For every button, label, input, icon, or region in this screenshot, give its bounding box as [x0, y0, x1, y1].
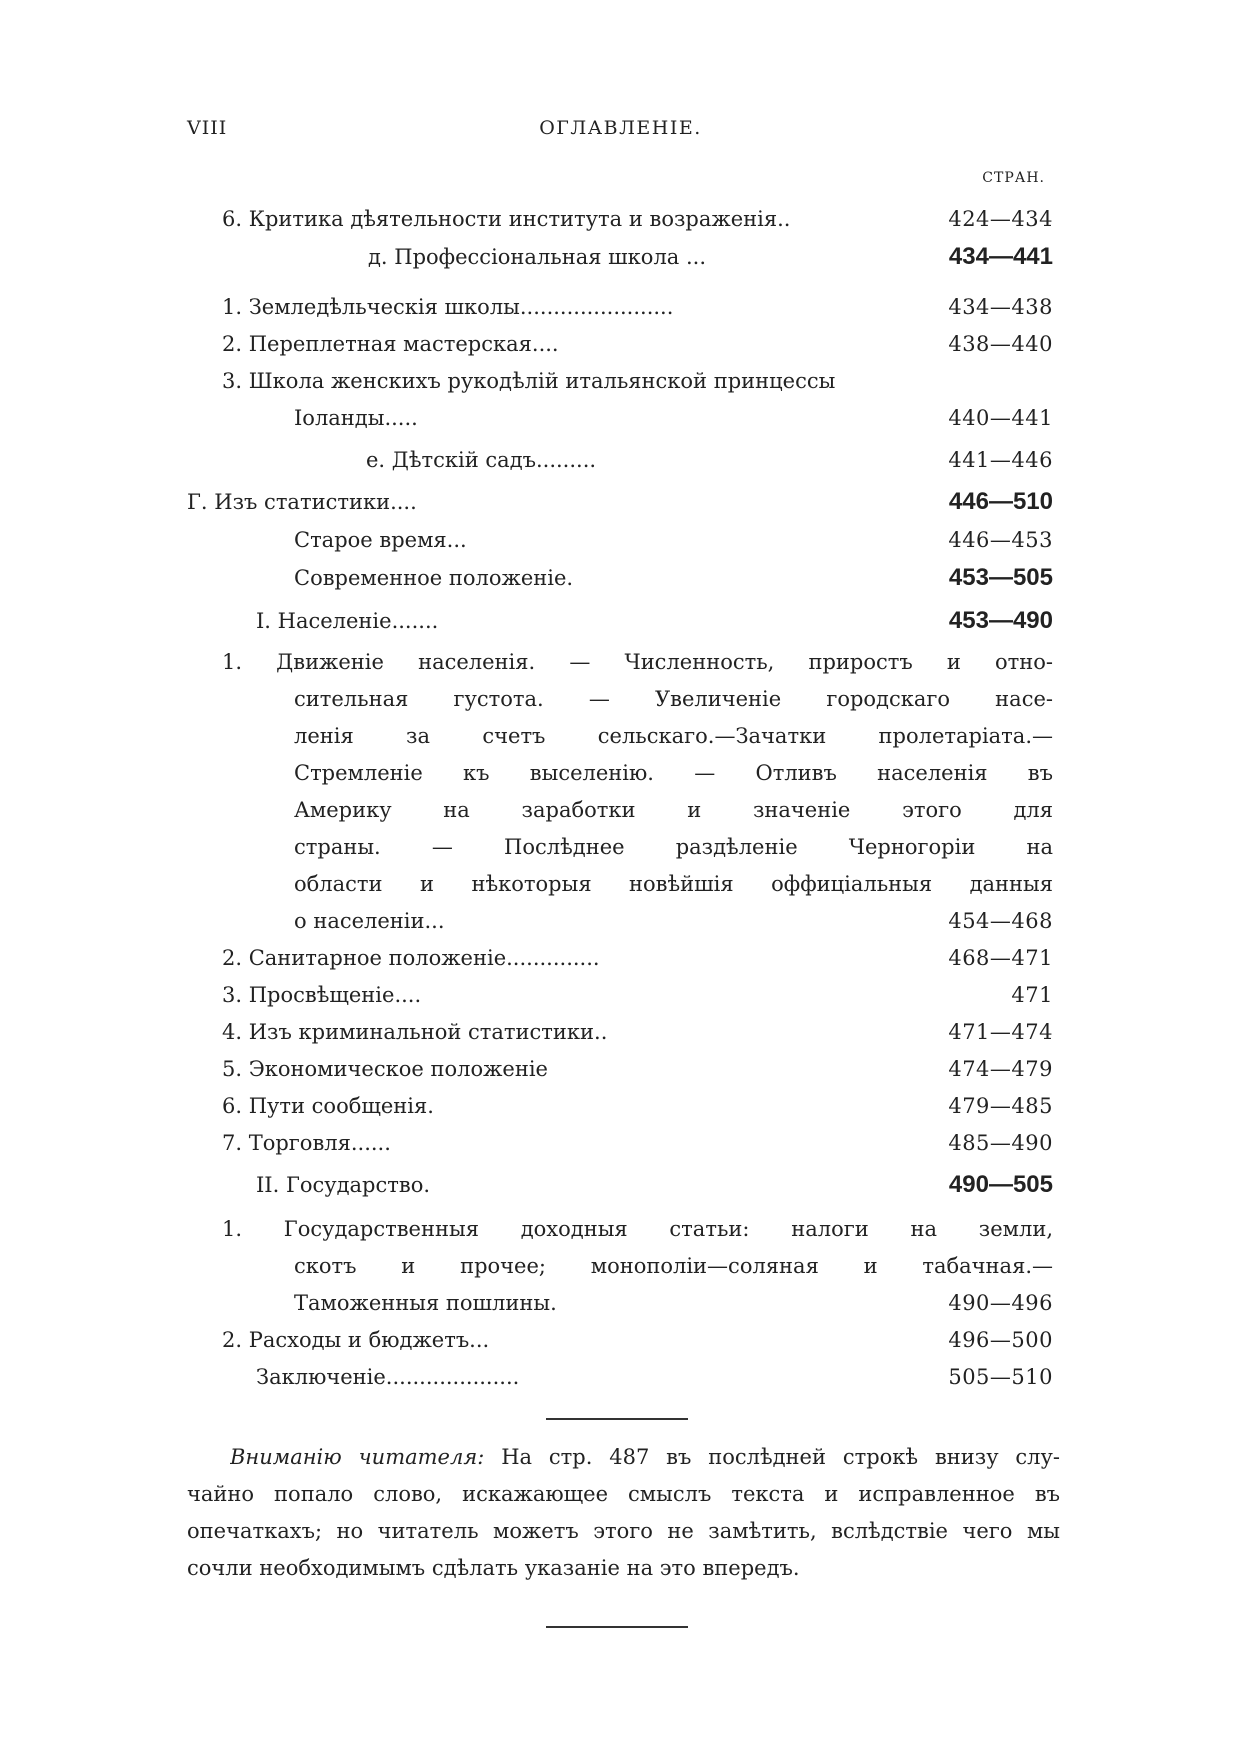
- section-divider: [546, 1626, 688, 1628]
- toc-entry: Таможенныя пошлины. 490—496: [294, 1291, 1053, 1315]
- toc-description-line: ленія за счетъ сельскаго.—Зачатки пролетаріата.—: [294, 724, 1053, 748]
- toc-description-line: 1. Движеніе населенія. — Численность, приростъ и отно-: [222, 650, 1053, 674]
- toc-entry: д. Профессіональная школа ... 434—441: [368, 243, 1053, 270]
- toc-entry: II. Государство. 490—505: [256, 1171, 1053, 1198]
- note-line: опечаткахъ; но читатель можетъ этого не замѣтить, вслѣдствіе чего мы: [187, 1519, 1060, 1543]
- toc-entry: I. Населеніе....... 453—490: [256, 607, 1053, 634]
- toc-entry: 7. Торговля...... 485—490: [222, 1131, 1053, 1155]
- toc-entry: о населеніи... 454—468: [294, 909, 1053, 933]
- toc-entry: 2. Санитарное положеніе.............. 468—471: [222, 946, 1053, 970]
- toc-description-line: скотъ и прочее; монополіи—соляная и табачная.—: [294, 1254, 1053, 1278]
- toc-entry: Старое время... 446—453: [294, 528, 1053, 552]
- column-header-pages: СТРАН.: [982, 170, 1045, 186]
- toc-entry: 6. Критика дѣятельности института и возраженія.. 424—434: [222, 207, 1053, 231]
- note-line: чайно попало слово, искажающее смыслъ текста и исправленное въ: [187, 1482, 1060, 1506]
- toc-entry: 2. Переплетная мастерская.... 438—440: [222, 332, 1053, 356]
- toc-entry: Г. Изъ статистики.... 446—510: [187, 488, 1053, 515]
- toc-entry: 6. Пути сообщенія. 479—485: [222, 1094, 1053, 1118]
- note-line: сочли необходимымъ сдѣлать указаніе на это впередъ.: [187, 1556, 800, 1580]
- note-lead: Вниманію читателя:: [230, 1445, 485, 1469]
- section-divider: [546, 1418, 688, 1420]
- toc-description-line: страны. — Послѣднее раздѣленіе Черногоріи на: [294, 835, 1053, 859]
- toc-entry: е. Дѣтскій садъ......... 441—446: [366, 448, 1053, 472]
- toc-entry: 1. Земледѣльческія школы....................... 434—438: [222, 295, 1053, 319]
- toc-entry: 2. Расходы и бюджетъ... 496—500: [222, 1328, 1053, 1352]
- toc-entry: Современное положеніе. 453—505: [294, 564, 1053, 591]
- toc-description-line: 1. Государственныя доходныя статьи: налоги на земли,: [222, 1217, 1053, 1241]
- toc-description-line: Стремленіе къ выселенію. — Отливъ населенія въ: [294, 761, 1053, 785]
- toc-entry: 3. Просвѣщеніе.... 471: [222, 983, 1053, 1007]
- page-title: ОГЛАВЛЕНІЕ.: [539, 117, 702, 139]
- toc-description-line: сительная густота. — Увеличеніе городскаго насе-: [294, 687, 1053, 711]
- toc-entry: Заключеніе.................... 505—510: [256, 1365, 1053, 1389]
- toc-entry: 5. Экономическое положеніе 474—479: [222, 1057, 1053, 1081]
- note-line: Вниманію читателя: На стр. 487 въ послѣдней строкѣ внизу слу-: [230, 1445, 1060, 1469]
- page-number: VIII: [187, 117, 228, 139]
- toc-description-line: области и нѣкоторыя новѣйшія оффиціальныя данныя: [294, 872, 1053, 896]
- toc-entry: 3. Школа женскихъ рукодѣлій итальянской принцессы: [222, 369, 836, 393]
- toc-entry: Іоланды..... 440—441: [294, 406, 1053, 430]
- toc-entry: 4. Изъ криминальной статистики.. 471—474: [222, 1020, 1053, 1044]
- toc-description-line: Америку на заработки и значеніе этого для: [294, 798, 1053, 822]
